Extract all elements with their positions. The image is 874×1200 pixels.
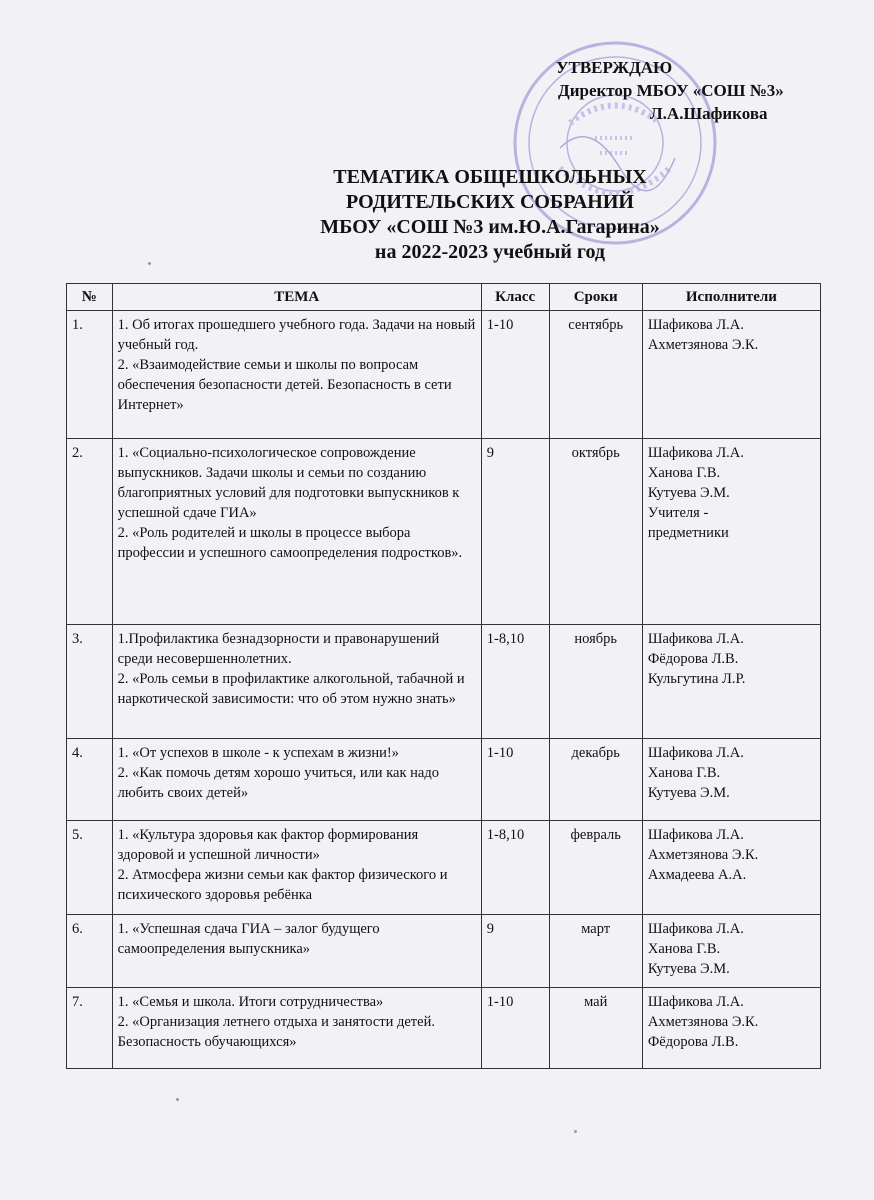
row-number: 5. xyxy=(67,821,113,915)
title-line-1: ТЕМАТИКА ОБЩЕШКОЛЬНЫХ xyxy=(333,166,647,188)
executor-name: Кутуева Э.М. xyxy=(647,485,730,501)
row-class: 9 xyxy=(481,915,549,988)
row-term: март xyxy=(549,915,642,988)
row-class: 9 xyxy=(481,439,549,625)
executor-name: Ахметзянова Э.К. xyxy=(647,1014,759,1030)
row-executors xyxy=(642,311,820,439)
row-executors xyxy=(642,988,820,1069)
topic-item: 2. «Взаимодействие семьи и школы по вопросам обеспечения безопасности детей. Безопасность в сети Интернет» xyxy=(117,357,452,413)
executor-name: Шафикова Л.А. xyxy=(647,994,744,1010)
executor-name: Учителя - xyxy=(647,505,709,521)
topic-item: 1. «Культура здоровья как фактор формирования здоровой и успешной личности» xyxy=(117,827,419,863)
row-executors xyxy=(642,821,820,915)
row-number: 3. xyxy=(67,625,113,739)
row-term: ноябрь xyxy=(549,625,642,739)
topic-item: 1. «Успешная сдача ГИА – залог будущего самоопределения выпускника» xyxy=(117,921,380,957)
executor-name: Ханова Г.В. xyxy=(647,765,721,781)
row-topic xyxy=(112,311,481,439)
header-class: Класс xyxy=(481,284,549,311)
row-executors xyxy=(642,439,820,625)
row-topic xyxy=(112,915,481,988)
topic-item: 1.Профилактика безнадзорности и правонарушений среди несовершеннолетних. xyxy=(117,631,440,667)
row-term: февраль xyxy=(549,821,642,915)
row-executors xyxy=(642,739,820,821)
table-row xyxy=(67,439,821,625)
row-topic xyxy=(112,439,481,625)
executor-name: Ахметзянова Э.К. xyxy=(647,337,759,353)
approval-block xyxy=(520,56,840,125)
row-topic xyxy=(112,739,481,821)
topic-item: 2. «Организация летнего отдыха и занятости детей. Безопасность обучающихся» xyxy=(117,1014,435,1050)
header-executors: Исполнители xyxy=(642,284,820,311)
executor-name: Шафикова Л.А. xyxy=(647,827,744,843)
row-class: 1-8,10 xyxy=(481,821,549,915)
table-row xyxy=(67,311,821,439)
row-term: октябрь xyxy=(549,439,642,625)
table-row xyxy=(67,988,821,1069)
executor-name: Кульгутина Л.Р. xyxy=(647,671,746,687)
table-row xyxy=(67,821,821,915)
table-row xyxy=(67,625,821,739)
topic-item: 2. Атмосфера жизни семьи как фактор физического и психического здоровья ребёнка xyxy=(117,867,448,903)
row-number: 1. xyxy=(67,311,113,439)
row-executors xyxy=(642,915,820,988)
table-row xyxy=(67,739,821,821)
row-number: 6. xyxy=(67,915,113,988)
row-topic xyxy=(112,821,481,915)
approval-signatory: Л.А.Шафикова xyxy=(650,104,768,123)
meetings-table xyxy=(66,283,821,1069)
approval-heading: УТВЕРЖДАЮ xyxy=(556,58,673,77)
row-topic xyxy=(112,625,481,739)
executor-name: предметники xyxy=(647,525,729,541)
row-term: сентябрь xyxy=(549,311,642,439)
row-topic xyxy=(112,988,481,1069)
executor-name: Ханова Г.В. xyxy=(647,465,721,481)
row-executors xyxy=(642,625,820,739)
executor-name: Ахметзянова Э.К. xyxy=(647,847,759,863)
topic-item: 2. «Роль родителей и школы в процессе выбора профессии и успешного самоопределения подростков». xyxy=(117,525,463,561)
row-number: 4. xyxy=(67,739,113,821)
row-class: 1-10 xyxy=(481,311,549,439)
executor-name: Шафикова Л.А. xyxy=(647,317,744,333)
document-title xyxy=(180,165,800,265)
executor-name: Кутуева Э.М. xyxy=(647,961,730,977)
table-header-row xyxy=(67,284,821,311)
approval-position: Директор МБОУ «СОШ №3» xyxy=(558,81,784,100)
title-line-3: МБОУ «СОШ №3 им.Ю.А.Гагарина» xyxy=(320,216,660,238)
title-line-2: РОДИТЕЛЬСКИХ СОБРАНИЙ xyxy=(346,191,634,213)
row-term: май xyxy=(549,988,642,1069)
executor-name: Шафикова Л.А. xyxy=(647,445,744,461)
header-term: Сроки xyxy=(549,284,642,311)
topic-item: 1. «От успехов в школе - к успехам в жизни!» xyxy=(117,745,399,761)
topic-item: 2. «Роль семьи в профилактике алкогольной, табачной и наркотической зависимости: что об этом нужно знать» xyxy=(117,671,465,707)
scan-speck xyxy=(148,262,151,265)
topic-item: 1. «Семья и школа. Итоги сотрудничества» xyxy=(117,994,384,1010)
row-class: 1-10 xyxy=(481,739,549,821)
topic-item: 2. «Как помочь детям хорошо учиться, или как надо любить своих детей» xyxy=(117,765,439,801)
executor-name: Ахмадеева А.А. xyxy=(647,867,747,883)
topic-item: 1. «Социально-психологическое сопровождение выпускников. Задачи школы и семьи по созданию благоприятных условий для подготовки выпускников к успешной сдаче ГИА» xyxy=(117,445,460,521)
header-number: № xyxy=(67,284,113,311)
row-number: 7. xyxy=(67,988,113,1069)
title-line-4: на 2022-2023 учебный год xyxy=(374,241,606,263)
executor-name: Шафикова Л.А. xyxy=(647,921,744,937)
executor-name: Фёдорова Л.В. xyxy=(647,651,739,667)
scan-speck xyxy=(574,1130,577,1133)
scan-speck xyxy=(176,1098,179,1101)
executor-name: Фёдорова Л.В. xyxy=(647,1034,739,1050)
executor-name: Кутуева Э.М. xyxy=(647,785,730,801)
row-number: 2. xyxy=(67,439,113,625)
executor-name: Ханова Г.В. xyxy=(647,941,721,957)
row-term: декабрь xyxy=(549,739,642,821)
header-topic: ТЕМА xyxy=(112,284,481,311)
executor-name: Шафикова Л.А. xyxy=(647,631,744,647)
row-class: 1-8,10 xyxy=(481,625,549,739)
table-row xyxy=(67,915,821,988)
executor-name: Шафикова Л.А. xyxy=(647,745,744,761)
row-class: 1-10 xyxy=(481,988,549,1069)
topic-item: 1. Об итогах прошедшего учебного года. Задачи на новый учебный год. xyxy=(117,317,476,353)
